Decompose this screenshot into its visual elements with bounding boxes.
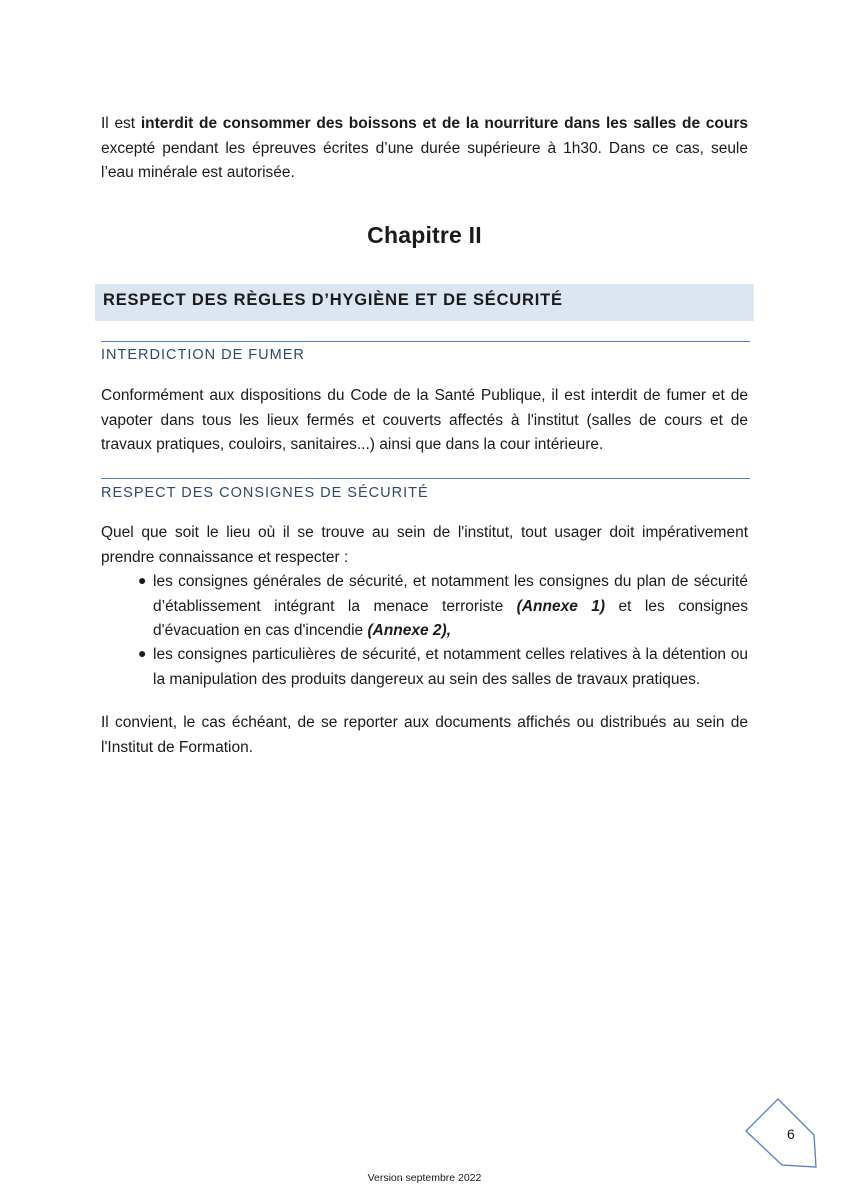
subsection-rule-2: [101, 478, 750, 479]
intro-paragraph: [101, 112, 748, 186]
section-title: RESPECT DES RÈGLES D’HYGIÈNE ET DE SÉCURITÉ: [103, 291, 563, 309]
security-intro-paragraph: Quel que soit le lieu où il se trouve au sein de l'institut, tout usager doit impérativement prendre connaissance et respecter :: [101, 524, 748, 566]
bullet-item-particular: les consignes particulières de sécurité, et notamment celles relatives à la détention ou la manipulation des produits dangereux au sein des salles de travaux pratiques.: [153, 646, 748, 688]
page-corner-arrow-icon: [744, 1097, 820, 1171]
bullet-icon: ●: [138, 645, 147, 661]
bullet-item-general: [153, 570, 748, 644]
bullet-icon: ●: [138, 572, 147, 588]
chapter-title: Chapitre II: [367, 222, 482, 248]
intro-bold-text: interdit de consommer des boissons et de la nourriture dans les salles de cours: [140, 115, 748, 132]
smoking-paragraph: Conformément aux dispositions du Code de la Santé Publique, il est interdit de fumer et de vapoter dans tous les lieux fermés et couverts affectés à l'institut (salles de cours et de travaux pratiques, couloirs, sanitaires...) ainsi que dans la cour intérieure.: [101, 387, 748, 453]
closing-paragraph: Il convient, le cas échéant, de se reporter aux documents affichés ou distribués au sein de l'Institut de Formation.: [101, 714, 748, 756]
intro-prefix: Il est: [101, 115, 141, 132]
annex-2-ref: (Annexe 2),: [367, 622, 452, 639]
subsection-title-security: RESPECT DES CONSIGNES DE SÉCURITÉ: [101, 485, 429, 501]
page-number: 6: [787, 1126, 795, 1142]
annex-1-ref: (Annexe 1): [516, 597, 606, 615]
section-header-band: [95, 284, 754, 321]
bullet1-text-b: et les consignes d'évacuation en cas d'incendie: [153, 597, 748, 639]
subsection-title-smoking: INTERDICTION DE FUMER: [101, 347, 305, 363]
footer-version: Version septembre 2022: [367, 1172, 482, 1184]
intro-suffix: excepté pendant les épreuves écrites d’une durée supérieure à 1h30. Dans ce cas, seule l’eau minérale est autorisée.: [101, 139, 748, 181]
subsection-rule-1: [101, 341, 750, 342]
bullet1-text-a: les consignes générales de sécurité, et notamment les consignes du plan de sécurité d’établissement intégrant la menace terroriste: [153, 573, 748, 615]
